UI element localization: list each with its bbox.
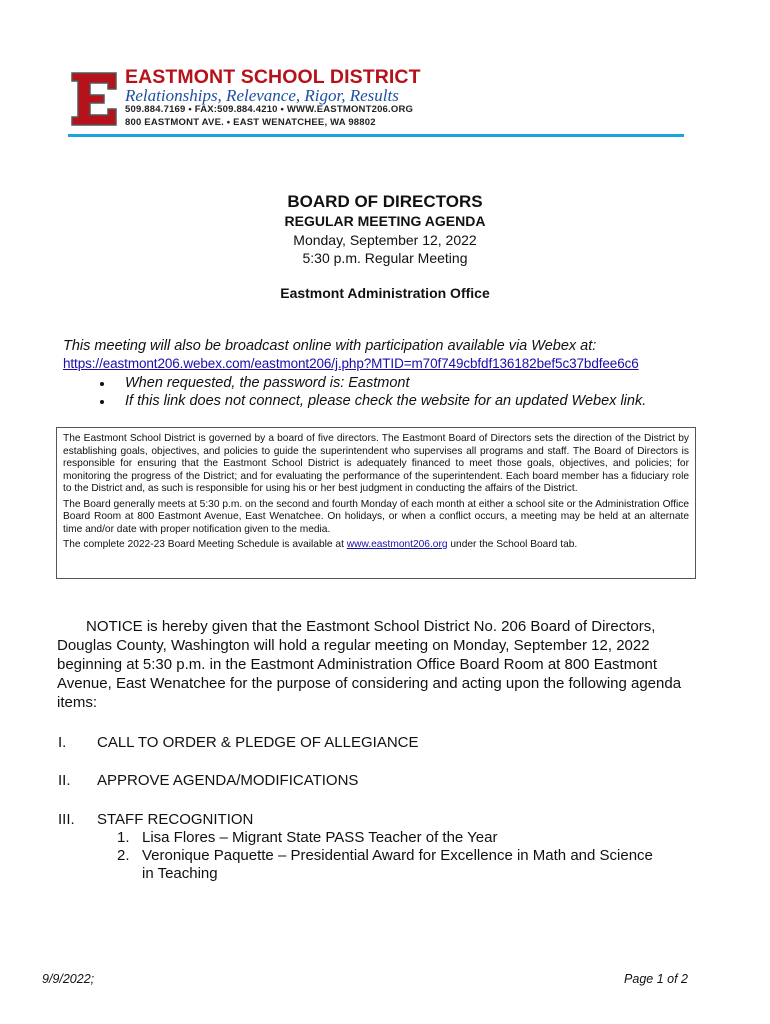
agenda-subtitle: REGULAR MEETING AGENDA xyxy=(284,213,486,229)
agenda-item-number: I. xyxy=(58,734,67,751)
contact-address: 800 EASTMONT AVE. • EAST WENATCHEE, WA 98802 xyxy=(125,117,376,128)
notice-line: items: xyxy=(57,694,98,711)
meeting-notice xyxy=(57,617,697,712)
schedule-prefix: The complete 2022-23 Board Meeting Schedule is available at xyxy=(63,539,347,550)
agenda-item-number: II. xyxy=(58,772,71,789)
bullet-icon xyxy=(100,400,104,404)
district-logo xyxy=(68,69,120,129)
agenda-item-label: STAFF RECOGNITION xyxy=(97,811,254,828)
recognition-number: 2. xyxy=(117,847,130,864)
page-number: Page 1 of 2 xyxy=(624,972,688,986)
recognition-item: Lisa Flores – Migrant State PASS Teacher of the Year xyxy=(142,829,498,846)
meeting-date: Monday, September 12, 2022 xyxy=(293,232,477,248)
notice-line: Avenue, East Wenatchee for the purpose of considering and acting upon the following agenda xyxy=(57,675,682,692)
info-paragraph: The Board generally meets at 5:30 p.m. on the second and fourth Monday of each month at either a school site or the Administration Office Board Room at 800 Eastmont Avenue, East Wenatchee. On holidays, or when a conflict occurs, a meeting may be held at an alternate time and/or date with proper notification given to the media. xyxy=(63,498,689,535)
agenda-item-label: CALL TO ORDER & PLEDGE OF ALLEGIANCE xyxy=(97,734,419,751)
footer-date: 9/9/2022; xyxy=(42,972,95,986)
info-paragraph: The Eastmont School District is governed by a board of five directors. The Eastmont Board of Directors sets the direction of the District by establishing goals, objectives, and policies to guide the superintendent who supervises all programs and staff. The Board of Directors is responsible for ensuring that the Eastmont School District is adequately financed to meet those goals, objectives, and policies; for monitoring the progress of the District; and for evaluating the performance of the superintendent. Each board member has a fiduciary role to the District and, as such is responsible for using his or her best judgment in conducting the affairs of the District. xyxy=(63,433,689,494)
bullet-text: If this link does not connect, please check the website for an updated Webex link. xyxy=(125,393,647,409)
recognition-item-continued: in Teaching xyxy=(142,865,218,882)
contact-phone-web: 509.884.7169 • FAX:509.884.4210 • WWW.EASTMONT206.ORG xyxy=(125,104,414,115)
page-title: BOARD OF DIRECTORS xyxy=(287,192,483,211)
agenda-item-label: APPROVE AGENDA/MODIFICATIONS xyxy=(97,772,359,789)
schedule-suffix: under the School Board tab. xyxy=(447,539,578,550)
district-tagline: Relationships, Relevance, Rigor, Results xyxy=(125,86,399,105)
bullet-text: When requested, the password is: Eastmont xyxy=(125,375,410,391)
notice-line: Douglas County, Washington will hold a regular meeting on Monday, September 12, 2022 xyxy=(57,637,650,654)
meeting-time: 5:30 p.m. Regular Meeting xyxy=(302,250,468,266)
recognition-item: Veronique Paquette – Presidential Award for Excellence in Math and Science xyxy=(142,847,653,864)
notice-line: beginning at 5:30 p.m. in the Eastmont Administration Office Board Room at 800 Eastmont xyxy=(57,656,658,673)
notice-line: NOTICE is hereby given that the Eastmont School District No. 206 Board of Directors, xyxy=(86,618,656,635)
district-name: EASTMONT SCHOOL DISTRICT xyxy=(125,66,421,88)
broadcast-notice: This meeting will also be broadcast online with participation available via Webex at: xyxy=(63,338,597,354)
website-link[interactable]: www.eastmont206.org xyxy=(346,539,448,550)
meeting-location: Eastmont Administration Office xyxy=(280,285,490,301)
recognition-number: 1. xyxy=(117,829,130,846)
agenda-item-number: III. xyxy=(58,811,75,828)
bullet-icon xyxy=(100,382,104,386)
schedule-paragraph xyxy=(63,539,689,552)
board-info-box xyxy=(56,427,696,579)
header-divider xyxy=(68,134,684,137)
webex-link[interactable]: https://eastmont206.webex.com/eastmont206/j.php?MTID=m70f749cbfdf136182bef5c37bdfee6c6 xyxy=(63,356,639,371)
